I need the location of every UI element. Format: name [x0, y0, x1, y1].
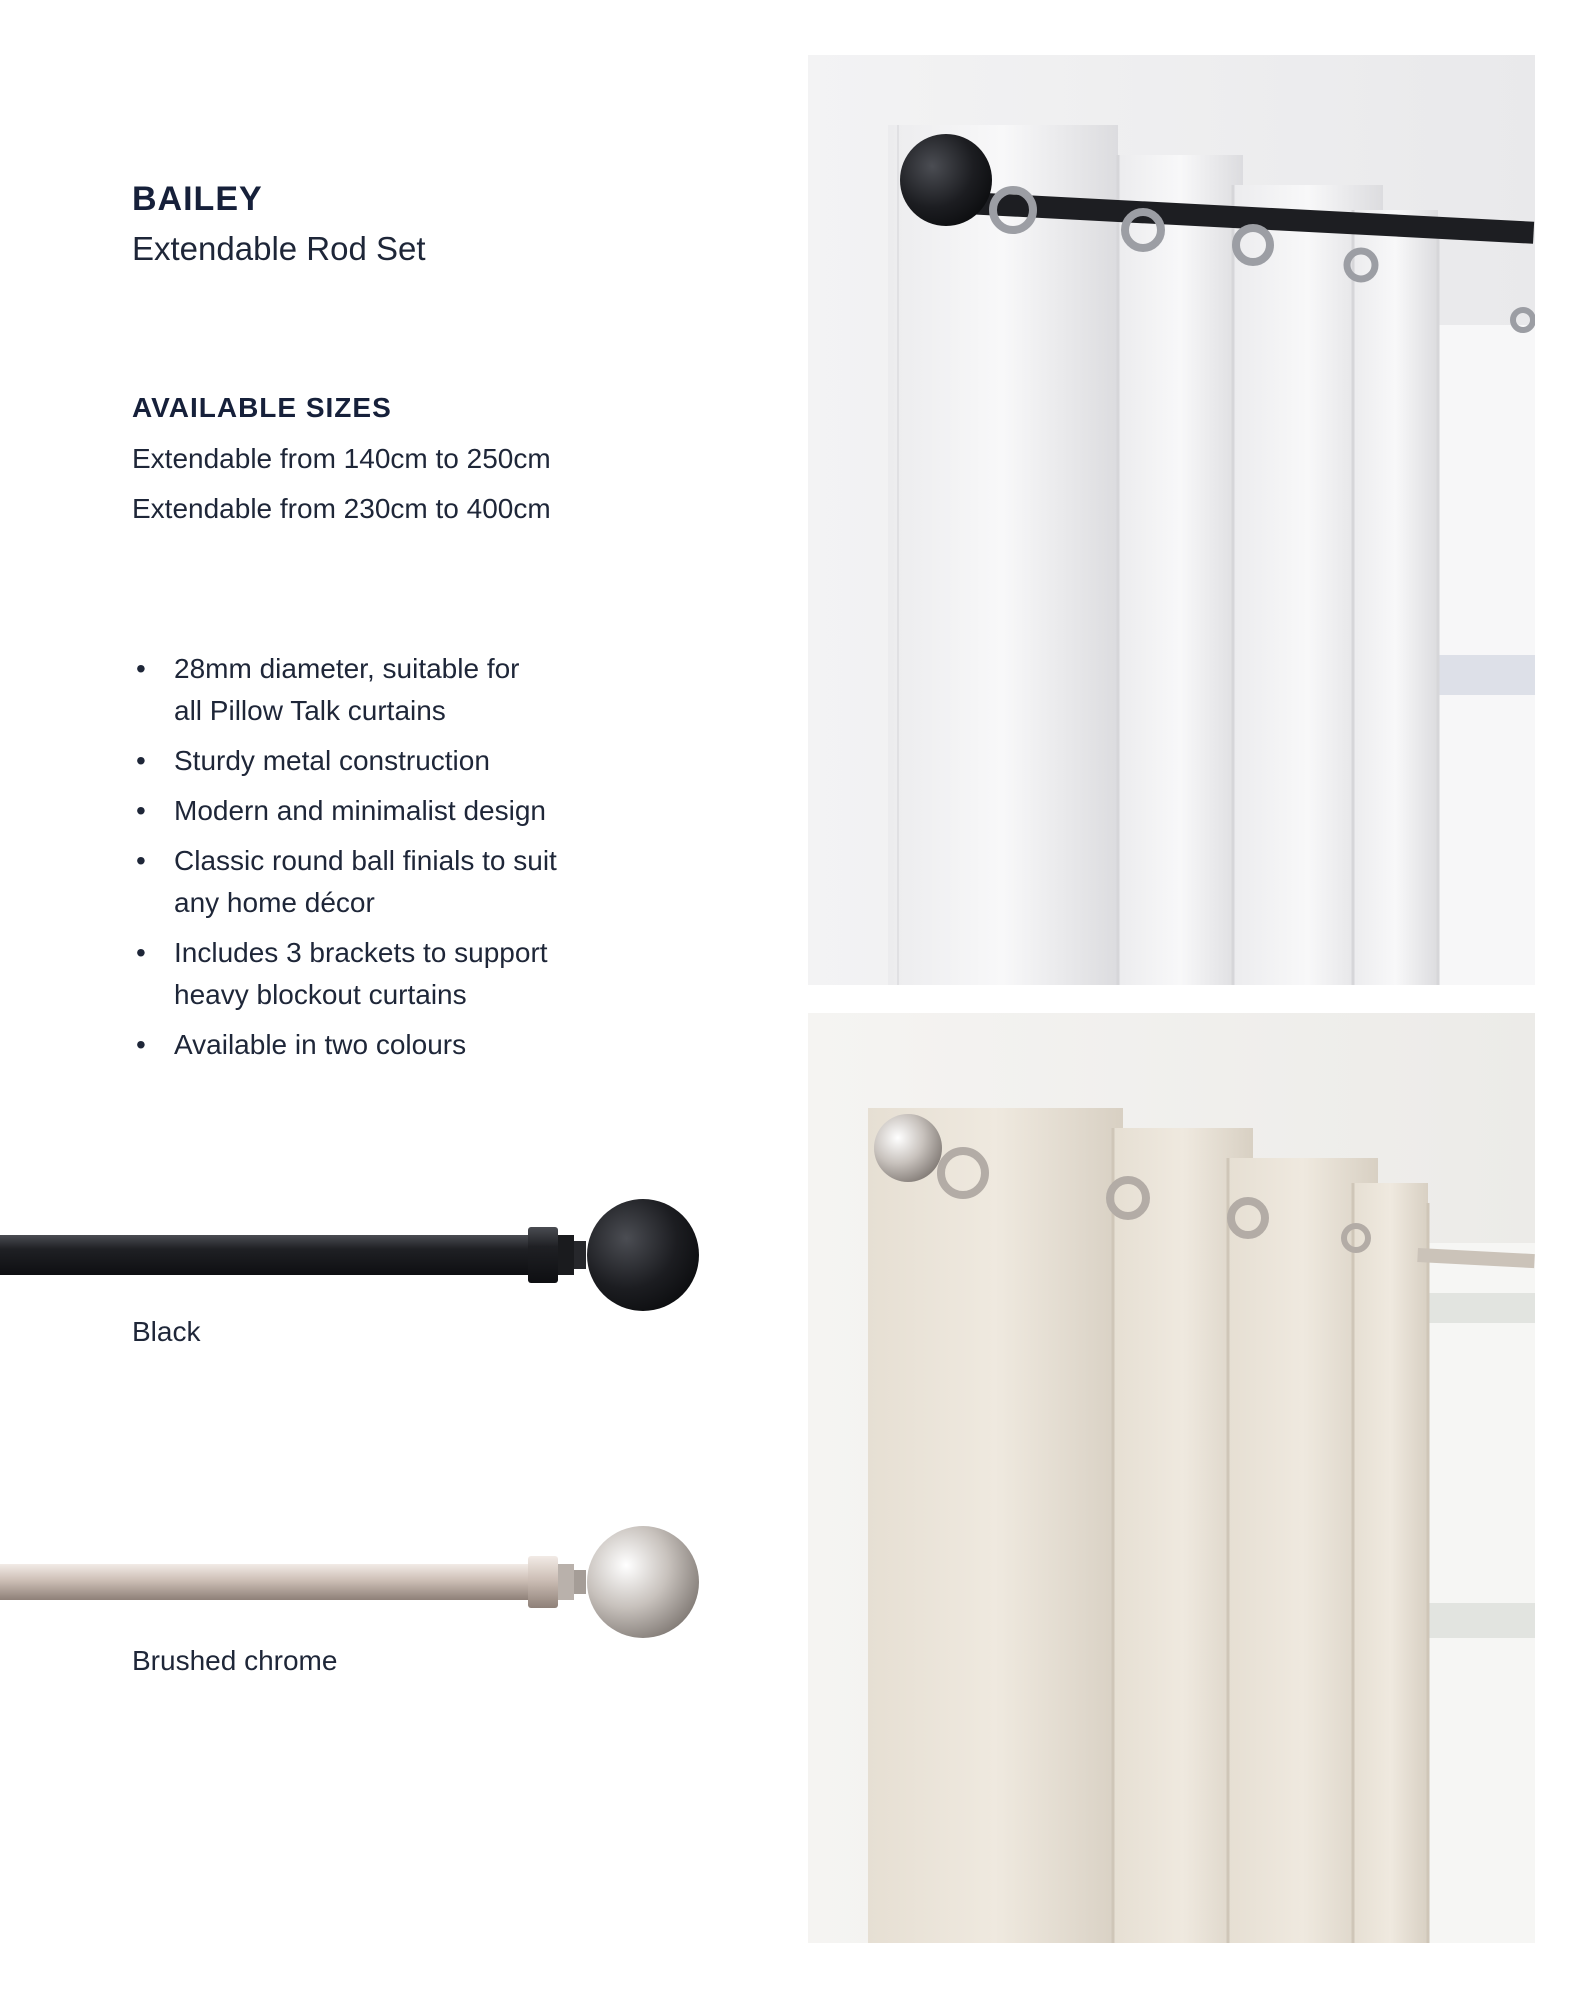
colour-label: Black — [132, 1316, 201, 1347]
black-rod-white-curtain-photo — [808, 55, 1535, 985]
size-option: Extendable from 230cm to 400cm — [132, 493, 551, 524]
colour-label: Brushed chrome — [132, 1645, 338, 1676]
feature-item: • Includes 3 brackets to support heavy blockout curtains — [132, 932, 602, 1016]
bullet-icon: • — [136, 1029, 146, 1060]
size-option: Extendable from 140cm to 250cm — [132, 443, 551, 474]
black-rod-icon — [0, 1185, 720, 1325]
product-subtitle: Extendable Rod Set — [132, 230, 426, 267]
bullet-icon: • — [136, 653, 146, 684]
feature-item: • 28mm diameter, suitable for all Pillow Talk curtains — [132, 648, 602, 732]
product-title: BAILEY — [132, 180, 263, 218]
chrome-rod-icon — [0, 1512, 720, 1652]
sizes-heading: AVAILABLE SIZES — [132, 392, 392, 423]
bullet-icon: • — [136, 745, 146, 776]
feature-item: • Sturdy metal construction — [132, 740, 602, 782]
bullet-icon: • — [136, 937, 146, 968]
feature-item: • Classic round ball finials to suit any home décor — [132, 840, 602, 924]
bullet-icon: • — [136, 795, 146, 826]
feature-item: • Modern and minimalist design — [132, 790, 602, 832]
feature-item: • Available in two colours — [132, 1024, 602, 1066]
chrome-rod-linen-curtain-photo — [808, 1013, 1535, 1943]
bullet-icon: • — [136, 845, 146, 876]
feature-list — [132, 648, 602, 1074]
